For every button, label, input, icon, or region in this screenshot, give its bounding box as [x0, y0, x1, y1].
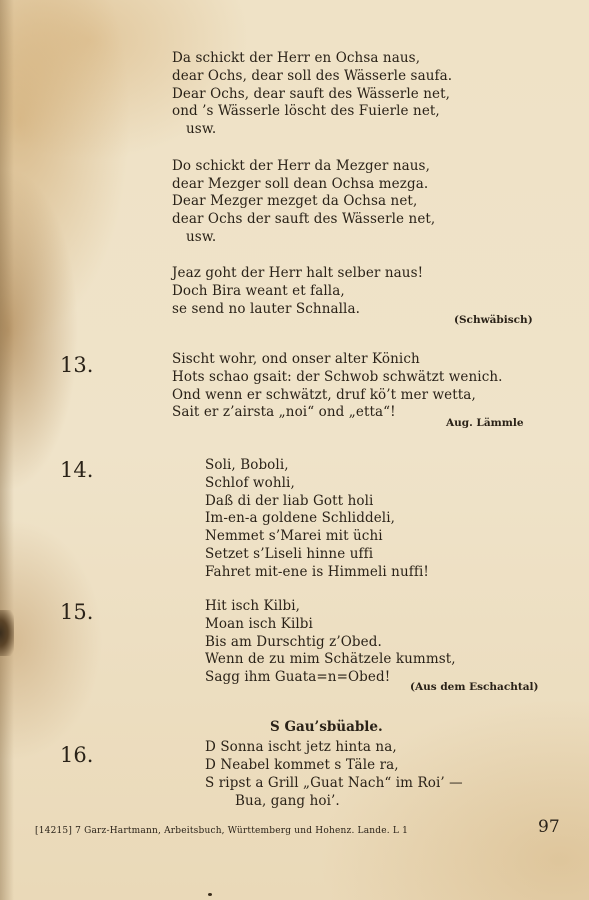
verse-line: Ond wenn er schwätzt, druf kö’t mer wetta,	[172, 387, 476, 403]
verse-line: Moan isch Kilbi	[205, 616, 313, 632]
verse-line: Sischt wohr, ond onser alter Könich	[172, 351, 420, 367]
page-footer: [14215] 7 Garz-Hartmann, Arbeitsbuch, Württemberg und Hohenz. Lande. L 1	[35, 826, 409, 836]
verse-line: S ripst a Grill „Guat Nach“ im Roi’ —	[205, 775, 463, 791]
verse-line: Do schickt der Herr da Mezger naus,	[172, 158, 430, 174]
verse-line: dear Ochs, dear soll des Wässerle saufa.	[172, 68, 453, 84]
verse-line: Jeaz goht der Herr halt selber naus!	[172, 265, 424, 281]
verse-line: Hots schao gsait: der Schwob schwätzt wenich.	[172, 369, 503, 385]
verse-line: Sagg ihm Guata=n=Obed!	[205, 669, 391, 685]
ink-speck	[208, 893, 212, 896]
verse-line: Doch Bira weant et falla,	[172, 283, 345, 299]
verse-line: D Sonna ischt jetz hinta na,	[205, 739, 397, 755]
verse-line: Nemmet s’Marei mit üchi	[205, 528, 383, 544]
verse-line: usw.	[186, 229, 217, 245]
ink-blot	[0, 610, 14, 656]
verse-line: Dear Ochs, dear sauft des Wässerle net,	[172, 86, 451, 102]
poem-number: 14.	[60, 458, 94, 482]
verse-line: Soli, Boboli,	[205, 457, 289, 473]
poem-number: 13.	[60, 353, 94, 377]
verse-line: Fahret mit-ene is Himmeli nuffi!	[205, 564, 429, 580]
poem-title: S Gau’sbüable.	[270, 719, 383, 735]
page-number: 97	[538, 817, 560, 837]
verse-line: Setzet s’Liseli hinne uffi	[205, 546, 374, 562]
page-edge-shadow	[0, 0, 14, 900]
verse-line: Bua, gang hoi’.	[235, 793, 340, 809]
verse-line: Da schickt der Herr en Ochsa naus,	[172, 50, 421, 66]
attribution: Aug. Lämmle	[446, 417, 524, 429]
verse-line: Schlof wohli,	[205, 475, 295, 491]
poem-number: 16.	[60, 743, 94, 767]
verse-line: Sait er z’airsta „noi“ ond „etta“!	[172, 404, 396, 420]
verse-line: usw.	[186, 121, 217, 137]
attribution: (Schwäbisch)	[454, 314, 533, 326]
verse-line: ond ’s Wässerle löscht des Fuierle net,	[172, 103, 440, 119]
verse-line: Bis am Durschtig z’Obed.	[205, 634, 382, 650]
verse-line: D Neabel kommet s Täle ra,	[205, 757, 399, 773]
attribution: (Aus dem Eschachtal)	[410, 681, 539, 693]
verse-line: Dear Mezger mezget da Ochsa net,	[172, 193, 418, 209]
verse-line: se send no lauter Schnalla.	[172, 301, 361, 317]
verse-line: dear Mezger soll dean Ochsa mezga.	[172, 176, 429, 192]
verse-line: Wenn de zu mim Schätzele kummst,	[205, 651, 456, 667]
poem-number: 15.	[60, 600, 94, 624]
verse-line: dear Ochs der sauft des Wässerle net,	[172, 211, 436, 227]
verse-line: Im-en-a goldene Schliddeli,	[205, 510, 396, 526]
verse-line: Daß di der liab Gott holi	[205, 493, 374, 509]
verse-line: Hit isch Kilbi,	[205, 598, 301, 614]
